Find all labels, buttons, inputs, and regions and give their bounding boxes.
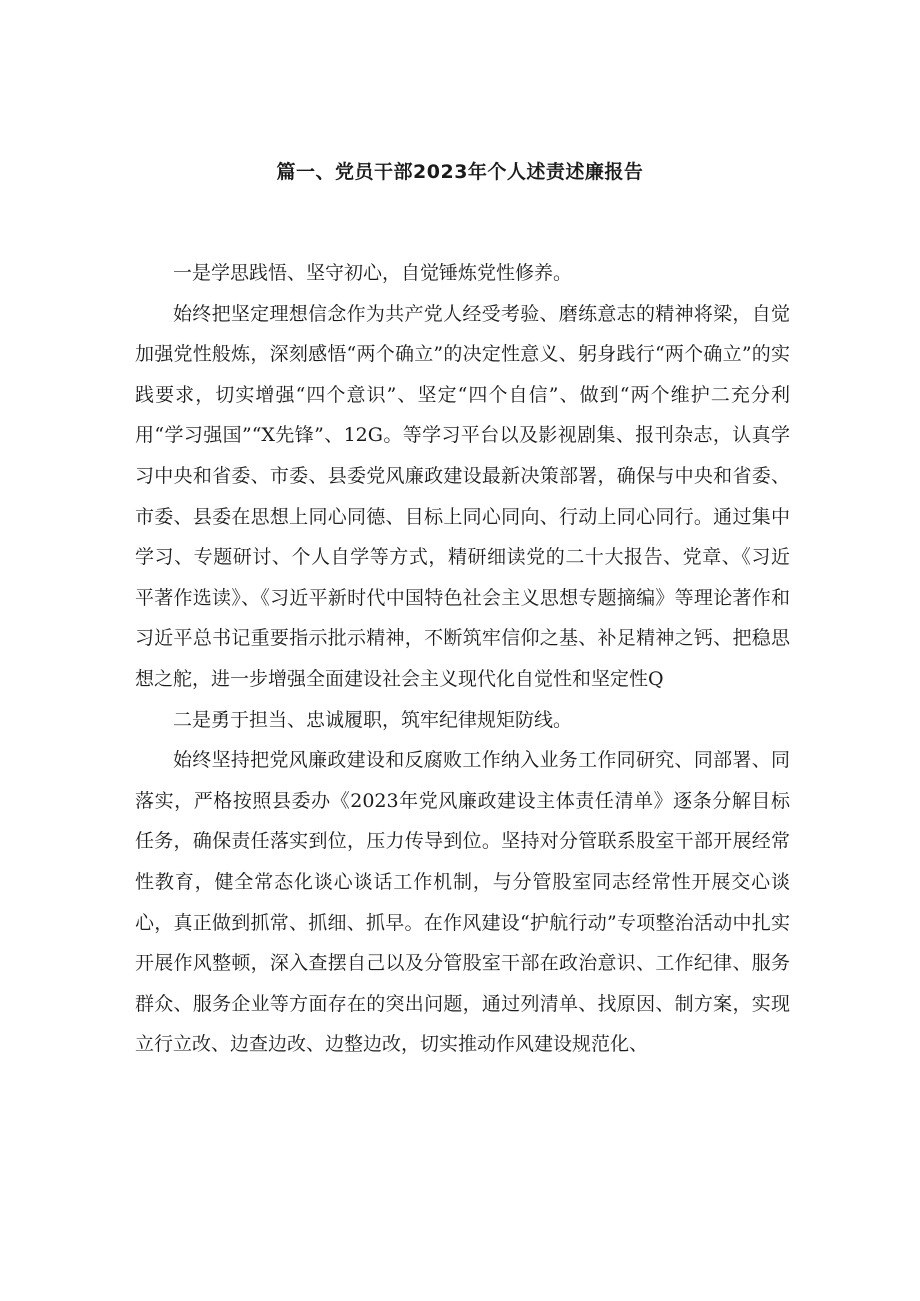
paragraph-section-one-body: 始终把坚定理想信念作为共产党人经受考验、磨练意志的精神将梁，自觉加强党性般炼，深刻感悟“两个确立”的决定性意义、躬身践行“两个确立”的实践要求，切实增强“四个意识”、坚定“四个自信”、做到“两个维护二充分利用“学习强国”“X先锋”、12G。等学习平台以及影视剧集、报刊杂志，认真学习中央和省委、市委、县委党风廉政建设最新决策部署，确保与中央和省委、市委、县委在思想上同心同德、目标上同心同向、行动上同心同行。通过集中学习、专题研讨、个人自学等方式，精研细读党的二十大报告、党章、《习近平著作选读》、《习近平新时代中国特色社会主义思想专题摘编》等理论著作和习近平总书记重要指示批示精神，不断筑牢信仰之基、补足精神之钙、把稳思想之舵，进一步增强全面建设社会主义现代化自觉性和坚定性Q: [135, 302, 790, 690]
paragraph-section-one-heading: 一是学思践悟、坚守初心，自觉锤炼党性修养。: [173, 262, 573, 284]
document-title: 篇一、党员干部2023年个人述责述廉报告: [276, 161, 644, 183]
paragraph-section-two-heading: 二是勇于担当、忠诚履职，筑牢纪律规矩防线。: [173, 708, 573, 731]
paragraph-section-two-body: 始终坚持把党风廉政建设和反腐败工作纳入业务工作同研究、同部署、同落实，严格按照县委办《2023年党风廉政建设主体责任清单》逐条分解目标任务，确保责任落实到位，压力传导到位。坚持对分管联系股室干部开展经常性教育，健全常态化谈心谈话工作机制，与分管股室同志经常性开展交心谈心，真正做到抓常、抓细、抓早。在作风建设“护航行动”专项整治活动中扎实开展作风整顿，深入查摆自己以及分管股室干部在政治意识、工作纪律、服务群众、服务企业等方面存在的突出问题，通过列清单、找原因、制方案，实现立行立改、边查边改、边整边改，切实推动作风建设规范化、: [135, 749, 790, 1056]
document-body: [135, 253, 790, 1065]
